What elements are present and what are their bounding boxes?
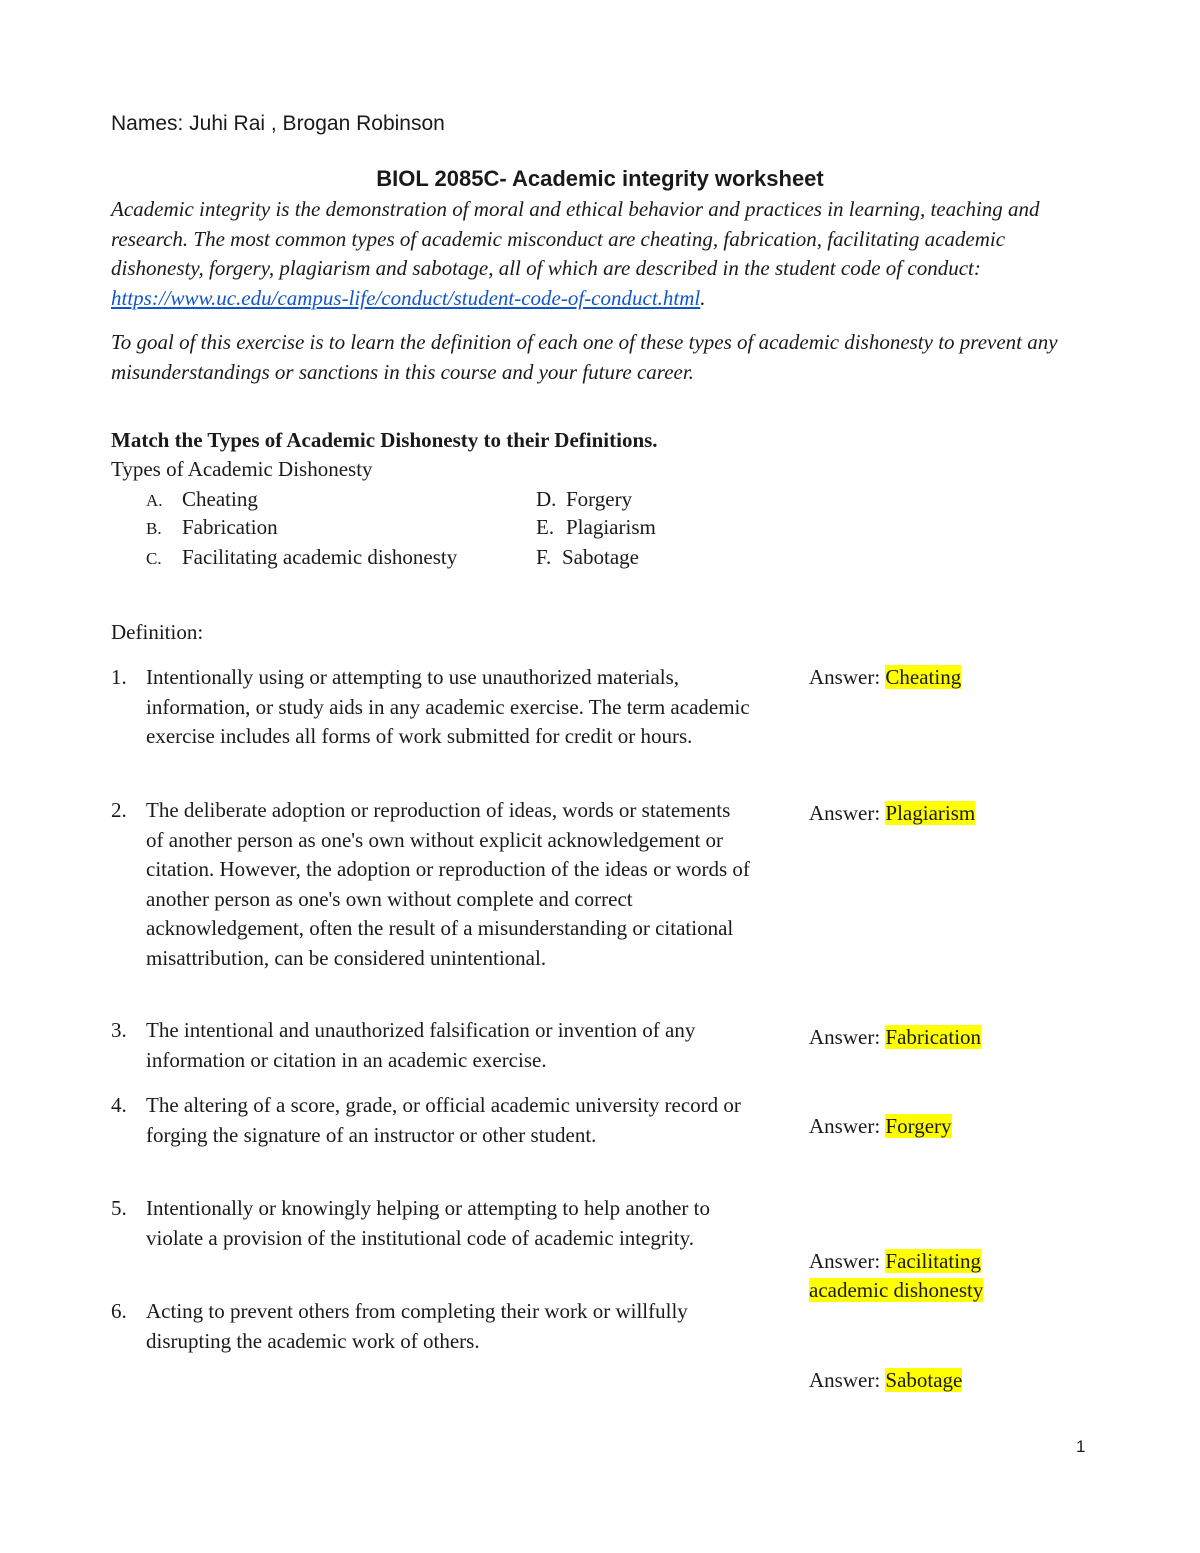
goal-paragraph: To goal of this exercise is to learn the definition of each one of these types of academic dishonesty to prevent any misunderstandings or sanctions in this course and your future career.: [111, 330, 1058, 384]
answer-value: Plagiarism: [885, 801, 976, 825]
answer-field: Answer: Facilitating academic dishonesty: [809, 1249, 984, 1302]
definition-item: 4. The altering of a score, grade, or official academic university record or forging the signature of an instructor or other student.: [111, 1091, 751, 1150]
page-title: BIOL 2085C- Academic integrity worksheet: [376, 166, 824, 191]
answer-value: Facilitating academic dishonesty: [809, 1249, 984, 1302]
answer-value: Forgery: [885, 1114, 952, 1138]
definition-text: Acting to prevent others from completing their work or willfully disrupting the academic work of others.: [146, 1299, 688, 1353]
answer-field: Answer: Cheating: [809, 665, 962, 689]
student-code-link[interactable]: https://www.uc.edu/campus-life/conduct/student-code-of-conduct.html: [111, 285, 701, 310]
answer-field: Answer: Sabotage: [809, 1368, 963, 1392]
definition-item: 6. Acting to prevent others from completing their work or willfully disrupting the academic work of others.: [111, 1297, 751, 1356]
type-item-plagiarism: E. Plagiarism: [536, 515, 656, 539]
definition-heading: Definition:: [111, 620, 204, 644]
definition-item: 5. Intentionally or knowingly helping or attempting to help another to violate a provision of the institutional code of academic integrity.: [111, 1194, 751, 1253]
type-item-sabotage: F. Sabotage: [536, 545, 639, 569]
type-item-facilitating: C. Facilitating academic dishonesty: [146, 545, 458, 569]
answer-value: Fabrication: [885, 1025, 982, 1049]
type-item-forgery: D. Forgery: [536, 487, 633, 511]
answer-value: Sabotage: [885, 1368, 963, 1392]
page-number: 1: [1076, 1437, 1086, 1456]
definition-item: 3. The intentional and unauthorized falsification or invention of any information or citation in an academic exercise.: [111, 1016, 751, 1075]
definition-item: 2. The deliberate adoption or reproduction of ideas, words or statements of another person as one's own without explicit acknowledgement or citation. However, the adoption or reproduction of the ideas or words of another person as one's own without complete and correct acknowledgement, often the result of a misunderstanding or citational misattribution, can be considered unintentional.: [111, 796, 751, 973]
definition-text: The intentional and unauthorized falsification or invention of any information or citation in an academic exercise.: [146, 1018, 696, 1072]
intro-paragraph: [111, 195, 1101, 313]
definition-text: The deliberate adoption or reproduction of ideas, words or statements of another person as one's own without explicit acknowledgement or citation. However, the adoption or reproduction of the ideas or words of another person as one's own without complete and correct acknowledgement, often the result of a misunderstanding or citational misattribution, can be considered unintentional.: [146, 798, 750, 970]
intro-text: Academic integrity is the demonstration of moral and ethical behavior and practices in learning, teaching and research. The most common types of academic misconduct are cheating, fabrication, facilitating academic dishonesty, forgery, plagiarism and sabotage, all of which are described in the student code of conduct:: [111, 197, 1040, 280]
answer-field: Answer: Forgery: [809, 1114, 952, 1138]
type-item-fabrication: B. Fabrication: [146, 515, 278, 539]
definition-text: The altering of a score, grade, or official academic university record or forging the signature of an instructor or other student.: [146, 1093, 741, 1147]
definition-text: Intentionally using or attempting to use unauthorized materials, information, or study aids in any academic exercise. The term academic exercise includes all forms of work submitted for credit or hours.: [146, 665, 750, 748]
definition-item: 1. Intentionally using or attempting to use unauthorized materials, information, or study aids in any academic exercise. The term academic exercise includes all forms of work submitted for credit or hours.: [111, 663, 751, 752]
student-names: Names: Juhi Rai , Brogan Robinson: [111, 112, 445, 135]
type-item-cheating: A. Cheating: [146, 487, 258, 511]
answer-field: Answer: Plagiarism: [809, 801, 976, 825]
answer-field: Answer: Fabrication: [809, 1025, 982, 1049]
types-heading: Types of Academic Dishonesty: [111, 457, 373, 481]
answer-value: Cheating: [885, 665, 962, 689]
definition-text: Intentionally or knowingly helping or attempting to help another to violate a provision of the institutional code of academic integrity.: [146, 1196, 710, 1250]
intro-link-suffix: .: [700, 285, 706, 310]
match-heading: Match the Types of Academic Dishonesty to their Definitions.: [111, 428, 658, 452]
